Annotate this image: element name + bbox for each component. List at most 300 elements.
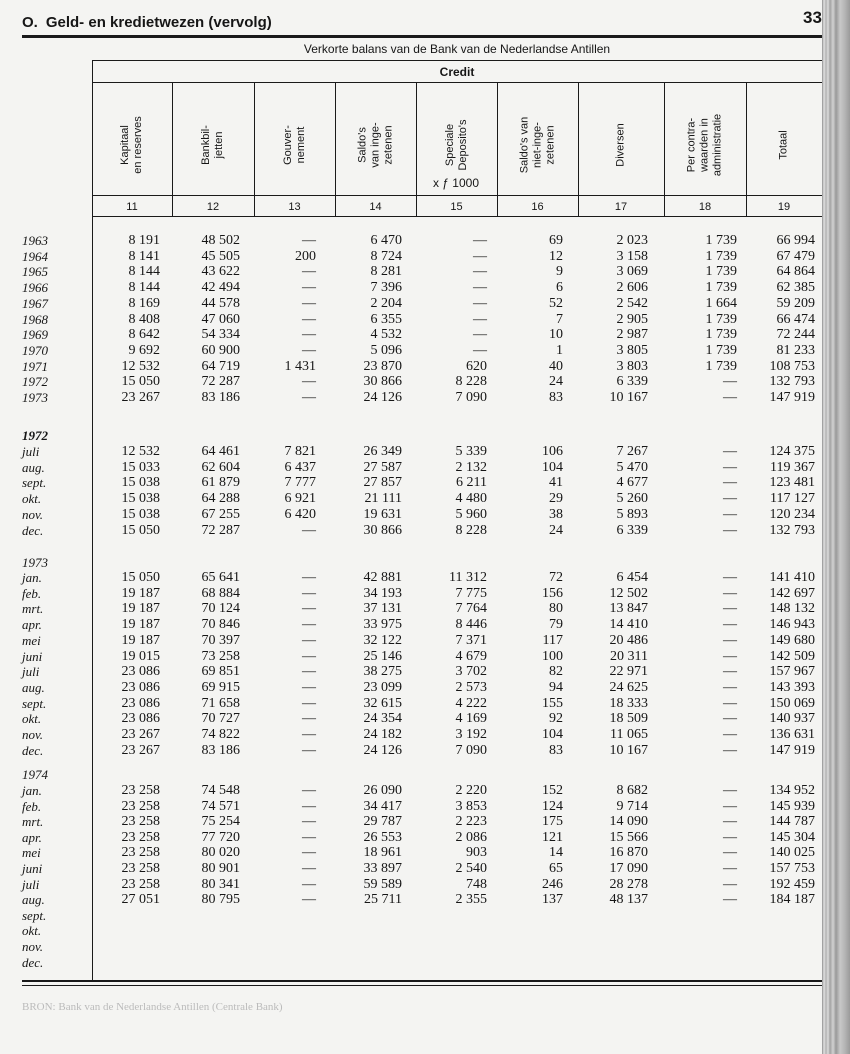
row-label: feb. bbox=[22, 585, 42, 601]
table-cell: 144 787 bbox=[769, 814, 815, 830]
table-cell: 16 870 bbox=[609, 845, 648, 861]
table-cell: — bbox=[723, 742, 737, 758]
table-cell: 117 bbox=[542, 632, 563, 648]
table-cell: — bbox=[473, 311, 487, 327]
table-cell: 41 bbox=[549, 475, 563, 491]
table-cell: 62 604 bbox=[201, 459, 240, 475]
table-cell: — bbox=[473, 264, 487, 280]
table-cell: — bbox=[302, 295, 316, 311]
table-cell: 143 393 bbox=[769, 679, 815, 695]
column-header-label: Speciale Deposito's bbox=[443, 119, 469, 171]
table-cell: 23 267 bbox=[121, 727, 160, 742]
table-cell: — bbox=[302, 632, 316, 648]
table-cell: 67 479 bbox=[776, 248, 815, 264]
row-label: feb. bbox=[22, 798, 42, 814]
table-cell: 146 943 bbox=[769, 617, 815, 633]
table-cell: 74 571 bbox=[201, 798, 240, 814]
table-cell: 92 bbox=[549, 711, 563, 727]
table-cell: 2 132 bbox=[455, 459, 487, 475]
column-number: 12 bbox=[206, 201, 220, 213]
table-cell: 6 470 bbox=[370, 233, 402, 248]
table-cell: 74 548 bbox=[201, 783, 240, 798]
table-cell: 28 278 bbox=[609, 876, 648, 892]
table-cell: 11 065 bbox=[610, 727, 648, 742]
column-separator bbox=[254, 83, 255, 216]
table-cell: 10 bbox=[549, 327, 563, 343]
column-header-label: Diversen bbox=[614, 123, 627, 167]
table-cell: 5 893 bbox=[616, 506, 648, 522]
table-cell: 15 050 bbox=[121, 374, 160, 390]
table-cell: 2 204 bbox=[370, 295, 402, 311]
table-cell: 80 901 bbox=[201, 861, 240, 876]
table-cell: — bbox=[302, 522, 316, 538]
table-cell: 124 375 bbox=[769, 444, 815, 459]
table-cell: 94 bbox=[549, 679, 563, 695]
table-cell: — bbox=[723, 617, 737, 633]
table-cell: 65 641 bbox=[201, 570, 240, 585]
table-cell: 23 870 bbox=[363, 358, 402, 374]
table-cell: 32 122 bbox=[363, 632, 402, 648]
table-cell: — bbox=[473, 280, 487, 296]
table-cell: — bbox=[723, 829, 737, 845]
table-cell: 69 bbox=[549, 233, 563, 248]
table-cell: 38 bbox=[549, 506, 563, 522]
table-cell: 30 866 bbox=[363, 374, 402, 390]
table-cell: — bbox=[302, 570, 316, 585]
table-cell: 8 642 bbox=[128, 327, 160, 343]
table-cell: 64 288 bbox=[201, 491, 240, 507]
row-label: 1974 bbox=[22, 767, 48, 782]
table-cell: 6 339 bbox=[616, 522, 648, 538]
table-cell: 83 bbox=[549, 742, 563, 758]
table-cell: — bbox=[302, 798, 316, 814]
column-header-label: Saldo's van inge- zetenen bbox=[356, 122, 394, 168]
table-cell: 132 793 bbox=[769, 374, 815, 390]
table-cell: 70 397 bbox=[201, 632, 240, 648]
table-cell: 23 086 bbox=[121, 695, 160, 711]
top-rule bbox=[22, 35, 822, 38]
table-cell: — bbox=[723, 679, 737, 695]
table-cell: 80 020 bbox=[201, 845, 240, 861]
table-cell: 150 069 bbox=[769, 695, 815, 711]
table-cell: — bbox=[473, 342, 487, 358]
table-cell: 40 bbox=[549, 358, 563, 374]
table-cell: 8 446 bbox=[455, 617, 487, 633]
table-cell: 23 258 bbox=[121, 829, 160, 845]
table-cell: 33 897 bbox=[363, 861, 402, 876]
row-label: mei bbox=[22, 845, 41, 861]
table-cell: 45 505 bbox=[201, 248, 240, 264]
unit-label: x ƒ 1000 bbox=[432, 176, 480, 190]
row-label: 1964 bbox=[22, 248, 48, 264]
table-cell: 7 090 bbox=[455, 390, 487, 405]
column-number: 13 bbox=[288, 201, 301, 213]
table-cell: 23 086 bbox=[121, 711, 160, 727]
table-cell: 7 267 bbox=[616, 444, 648, 459]
table-cell: — bbox=[473, 295, 487, 311]
table-cell: 81 233 bbox=[776, 342, 815, 358]
row-label: sept. bbox=[22, 475, 47, 491]
table-cell: 9 692 bbox=[128, 342, 160, 358]
row-label: aug. bbox=[22, 459, 45, 475]
table-cell: 22 971 bbox=[609, 664, 648, 680]
table-cell: — bbox=[302, 892, 316, 908]
section-label: O. bbox=[22, 14, 38, 31]
table-cell: 67 255 bbox=[201, 506, 240, 522]
column-number: 11 bbox=[126, 201, 138, 213]
row-label: apr. bbox=[22, 617, 42, 633]
table-cell: 1 739 bbox=[705, 280, 737, 296]
table-cell: 6 420 bbox=[284, 506, 316, 522]
bottom-rule-thin bbox=[22, 985, 822, 986]
table-cell: 59 209 bbox=[776, 295, 815, 311]
table-cell: — bbox=[302, 664, 316, 680]
table-cell: 156 bbox=[542, 585, 563, 601]
row-label: 1971 bbox=[22, 358, 48, 374]
section-title: Geld- en kredietwezen (vervolg) bbox=[45, 14, 272, 31]
table-cell: 23 086 bbox=[121, 664, 160, 680]
table-cell: 2 573 bbox=[455, 679, 487, 695]
table-cell: 1 739 bbox=[705, 327, 737, 343]
table-cell: 7 bbox=[556, 311, 563, 327]
table-cell: 23 258 bbox=[121, 876, 160, 892]
table-cell: 132 793 bbox=[769, 522, 815, 538]
table-subtitle: Credit bbox=[439, 65, 475, 79]
table-cell: 44 578 bbox=[201, 295, 240, 311]
table-cell: 106 bbox=[542, 444, 563, 459]
table-cell: 29 787 bbox=[363, 814, 402, 830]
header-rule-top bbox=[92, 195, 822, 196]
table-cell: 27 587 bbox=[363, 459, 402, 475]
column-number: 17 bbox=[614, 201, 628, 213]
row-label: 1972 bbox=[22, 374, 48, 390]
table-cell: 4 222 bbox=[455, 695, 487, 711]
row-label: sept. bbox=[22, 695, 47, 711]
column-separator bbox=[416, 83, 417, 216]
table-cell: 3 805 bbox=[616, 342, 648, 358]
table-cell: 70 124 bbox=[201, 601, 240, 617]
table-cell: 24 625 bbox=[609, 679, 648, 695]
table-cell: 23 258 bbox=[121, 861, 160, 876]
table-cell: 12 532 bbox=[121, 358, 160, 374]
column-header bbox=[188, 110, 238, 180]
table-cell: 24 182 bbox=[363, 727, 402, 742]
table-cell: 24 bbox=[549, 522, 563, 538]
table-cell: 64 461 bbox=[201, 444, 240, 459]
table-cell: — bbox=[302, 679, 316, 695]
column-separator bbox=[497, 83, 498, 216]
row-label: juli bbox=[22, 664, 40, 680]
table-cell: 7 090 bbox=[455, 742, 487, 758]
row-label: 1968 bbox=[22, 311, 48, 327]
table-cell: 140 025 bbox=[769, 845, 815, 861]
table-cell: 68 884 bbox=[201, 585, 240, 601]
table-cell: 52 bbox=[549, 295, 563, 311]
table-cell: — bbox=[723, 695, 737, 711]
column-number: 15 bbox=[450, 201, 463, 213]
row-label: apr. bbox=[22, 829, 42, 845]
table-cell: 108 753 bbox=[769, 358, 815, 374]
table-cell: 15 050 bbox=[121, 522, 160, 538]
table-cell: 117 127 bbox=[770, 491, 815, 507]
table-cell: 23 258 bbox=[121, 783, 160, 798]
row-label: sept. bbox=[22, 907, 47, 923]
column-separator bbox=[335, 83, 336, 216]
table-cell: — bbox=[302, 876, 316, 892]
table-cell: 246 bbox=[542, 876, 563, 892]
table-cell: 75 254 bbox=[201, 814, 240, 830]
table-cell: 23 258 bbox=[121, 798, 160, 814]
table-cell: — bbox=[723, 711, 737, 727]
row-label: nov. bbox=[22, 727, 44, 742]
table-cell: 66 474 bbox=[776, 311, 815, 327]
table-cell: 48 137 bbox=[609, 892, 648, 908]
table-cell: 8 144 bbox=[128, 280, 160, 296]
table-cell: 83 bbox=[549, 390, 563, 405]
table-cell: 79 bbox=[549, 617, 563, 633]
table-cell: — bbox=[302, 845, 316, 861]
table-cell: 3 192 bbox=[455, 727, 487, 742]
table-cell: 19 187 bbox=[121, 632, 160, 648]
table-cell: 903 bbox=[466, 845, 487, 861]
table-cell: 4 480 bbox=[455, 491, 487, 507]
table-cell: 200 bbox=[295, 248, 316, 264]
table-cell: 6 437 bbox=[284, 459, 316, 475]
table-cell: 62 385 bbox=[776, 280, 815, 296]
bottom-rule bbox=[22, 980, 822, 982]
column-header bbox=[107, 110, 157, 180]
table-cell: 77 720 bbox=[201, 829, 240, 845]
table-cell: 14 090 bbox=[609, 814, 648, 830]
table-cell: — bbox=[302, 711, 316, 727]
table-cell: — bbox=[723, 632, 737, 648]
table-cell: — bbox=[723, 727, 737, 742]
table-cell: 1 664 bbox=[705, 295, 737, 311]
column-header-label: Saldo's van niet-inge- zetenen bbox=[518, 116, 556, 174]
table-cell: 2 542 bbox=[616, 295, 648, 311]
row-label: 1973 bbox=[22, 555, 48, 570]
table-cell: — bbox=[473, 233, 487, 248]
table-cell: — bbox=[723, 798, 737, 814]
table-cell: 140 937 bbox=[769, 711, 815, 727]
table-cell: — bbox=[723, 491, 737, 507]
table-cell: 23 267 bbox=[121, 390, 160, 405]
table-cell: — bbox=[723, 506, 737, 522]
table-cell: 7 775 bbox=[455, 585, 487, 601]
table-cell: 48 502 bbox=[201, 233, 240, 248]
table-cell: 18 509 bbox=[609, 711, 648, 727]
table-cell: 123 481 bbox=[769, 475, 815, 491]
table-cell: — bbox=[723, 570, 737, 585]
table-cell: 15 566 bbox=[609, 829, 648, 845]
table-cell: 1 739 bbox=[705, 233, 737, 248]
table-cell: — bbox=[302, 617, 316, 633]
row-label: 1973 bbox=[22, 390, 48, 405]
table-cell: 155 bbox=[542, 695, 563, 711]
table-cell: 26 349 bbox=[363, 444, 402, 459]
column-number: 18 bbox=[698, 201, 712, 213]
table-cell: 21 111 bbox=[364, 491, 402, 507]
table-cell: 74 822 bbox=[201, 727, 240, 742]
row-label: okt. bbox=[22, 711, 42, 727]
table-cell: 5 960 bbox=[455, 506, 487, 522]
table-cell: 82 bbox=[549, 664, 563, 680]
table-cell: 192 459 bbox=[769, 876, 815, 892]
table-cell: 20 311 bbox=[610, 648, 648, 664]
table-cell: 23 086 bbox=[121, 679, 160, 695]
table-cell: 6 355 bbox=[370, 311, 402, 327]
table-cell: 15 050 bbox=[121, 570, 160, 585]
row-label: 1969 bbox=[22, 327, 48, 343]
table-cell: 15 038 bbox=[121, 506, 160, 522]
table-cell: — bbox=[723, 374, 737, 390]
table-cell: 38 275 bbox=[363, 664, 402, 680]
table-cell: 42 881 bbox=[363, 570, 402, 585]
column-header bbox=[513, 110, 563, 180]
table-cell: 17 090 bbox=[609, 861, 648, 876]
table-cell: 80 795 bbox=[201, 892, 240, 908]
table-cell: 72 244 bbox=[776, 327, 815, 343]
table-cell: — bbox=[473, 248, 487, 264]
table-cell: — bbox=[723, 459, 737, 475]
table-cell: 15 038 bbox=[121, 475, 160, 491]
table-cell: 9 714 bbox=[616, 798, 648, 814]
row-label: mrt. bbox=[22, 814, 44, 830]
table-cell: 12 502 bbox=[609, 585, 648, 601]
table-cell: 2 987 bbox=[616, 327, 648, 343]
table-cell: 8 228 bbox=[455, 374, 487, 390]
table-cell: — bbox=[302, 374, 316, 390]
table-cell: 10 167 bbox=[609, 390, 648, 405]
table-cell: 11 312 bbox=[449, 570, 487, 585]
table-cell: 2 540 bbox=[455, 861, 487, 876]
table-cell: 6 339 bbox=[616, 374, 648, 390]
row-label: juni bbox=[22, 648, 43, 664]
title-rule bbox=[92, 60, 822, 61]
table-cell: 1 739 bbox=[705, 358, 737, 374]
column-header-label: Per contra- waarden in administratie bbox=[685, 113, 724, 177]
table-cell: 23 267 bbox=[121, 742, 160, 758]
table-cell: 72 287 bbox=[201, 522, 240, 538]
table-cell: 8 682 bbox=[616, 783, 648, 798]
table-cell: 142 697 bbox=[769, 585, 815, 601]
table-cell: — bbox=[723, 475, 737, 491]
row-label: okt. bbox=[22, 923, 42, 939]
table-cell: 2 355 bbox=[455, 892, 487, 908]
row-label: 1965 bbox=[22, 264, 48, 280]
table-cell: 24 126 bbox=[363, 390, 402, 405]
table-cell: 149 680 bbox=[769, 632, 815, 648]
column-number: 16 bbox=[531, 201, 544, 213]
table-cell: 124 bbox=[542, 798, 563, 814]
table-cell: — bbox=[302, 648, 316, 664]
table-cell: 15 038 bbox=[121, 491, 160, 507]
table-cell: 6 211 bbox=[456, 475, 487, 491]
table-cell: 5 260 bbox=[616, 491, 648, 507]
table-cell: 29 bbox=[549, 491, 563, 507]
table-cell: 27 857 bbox=[363, 475, 402, 491]
table-cell: — bbox=[723, 783, 737, 798]
table-cell: 18 333 bbox=[609, 695, 648, 711]
table-cell: 7 396 bbox=[370, 280, 402, 296]
table-cell: 30 866 bbox=[363, 522, 402, 538]
table-cell: 152 bbox=[542, 783, 563, 798]
table-cell: 19 187 bbox=[121, 617, 160, 633]
table-cell: — bbox=[723, 522, 737, 538]
table-cell: 8 408 bbox=[128, 311, 160, 327]
table-cell: 24 354 bbox=[363, 711, 402, 727]
table-cell: 1 739 bbox=[705, 264, 737, 280]
column-separator bbox=[664, 83, 665, 216]
table-cell: 47 060 bbox=[201, 311, 240, 327]
table-cell: 141 410 bbox=[769, 570, 815, 585]
table-cell: 70 846 bbox=[201, 617, 240, 633]
table-cell: 43 622 bbox=[201, 264, 240, 280]
table-cell: 145 939 bbox=[769, 798, 815, 814]
row-label: mei bbox=[22, 632, 41, 648]
table-cell: 18 961 bbox=[363, 845, 402, 861]
table-cell: 7 371 bbox=[455, 632, 487, 648]
table-cell: 33 975 bbox=[363, 617, 402, 633]
column-header bbox=[596, 110, 646, 180]
column-header-label: Totaal bbox=[777, 130, 790, 160]
table-cell: — bbox=[723, 876, 737, 892]
table-cell: 12 bbox=[549, 248, 563, 264]
table-cell: 1 431 bbox=[284, 358, 316, 374]
table-cell: 25 146 bbox=[363, 648, 402, 664]
row-label: mrt. bbox=[22, 601, 44, 617]
table-cell: 2 905 bbox=[616, 311, 648, 327]
subtitle-rule bbox=[92, 82, 822, 83]
table-cell: — bbox=[723, 648, 737, 664]
table-cell: 73 258 bbox=[201, 648, 240, 664]
column-header bbox=[432, 110, 482, 180]
row-label: juni bbox=[22, 861, 43, 876]
table-cell: — bbox=[302, 311, 316, 327]
table-cell: 8 191 bbox=[128, 233, 160, 248]
column-separator bbox=[746, 83, 747, 216]
table-title: Verkorte balans van de Bank van de Nederlandse Antillen bbox=[303, 42, 611, 56]
table-cell: 157 967 bbox=[769, 664, 815, 680]
table-cell: 136 631 bbox=[769, 727, 815, 742]
table-cell: 3 853 bbox=[455, 798, 487, 814]
table-cell: 175 bbox=[542, 814, 563, 830]
row-label: aug. bbox=[22, 892, 45, 908]
table-cell: 65 bbox=[549, 861, 563, 876]
table-cell: 8 169 bbox=[128, 295, 160, 311]
table-cell: 34 193 bbox=[363, 585, 402, 601]
table-cell: 66 994 bbox=[776, 233, 815, 248]
table-cell: 8 228 bbox=[455, 522, 487, 538]
column-header bbox=[270, 110, 320, 180]
table-cell: 60 900 bbox=[201, 342, 240, 358]
table-cell: 620 bbox=[466, 358, 487, 374]
table-cell: — bbox=[302, 233, 316, 248]
header-rule-bottom bbox=[92, 216, 822, 217]
table-cell: 2 606 bbox=[616, 280, 648, 296]
table-cell: 15 033 bbox=[121, 459, 160, 475]
table-cell: 37 131 bbox=[363, 601, 402, 617]
table-cell: 19 631 bbox=[363, 506, 402, 522]
table-cell: — bbox=[302, 783, 316, 798]
column-header bbox=[680, 110, 730, 180]
table-cell: 134 952 bbox=[769, 783, 815, 798]
table-cell: 7 821 bbox=[284, 444, 316, 459]
table-cell: 4 679 bbox=[455, 648, 487, 664]
table-cell: 2 223 bbox=[455, 814, 487, 830]
table-cell: 71 658 bbox=[201, 695, 240, 711]
table-cell: 12 532 bbox=[121, 444, 160, 459]
